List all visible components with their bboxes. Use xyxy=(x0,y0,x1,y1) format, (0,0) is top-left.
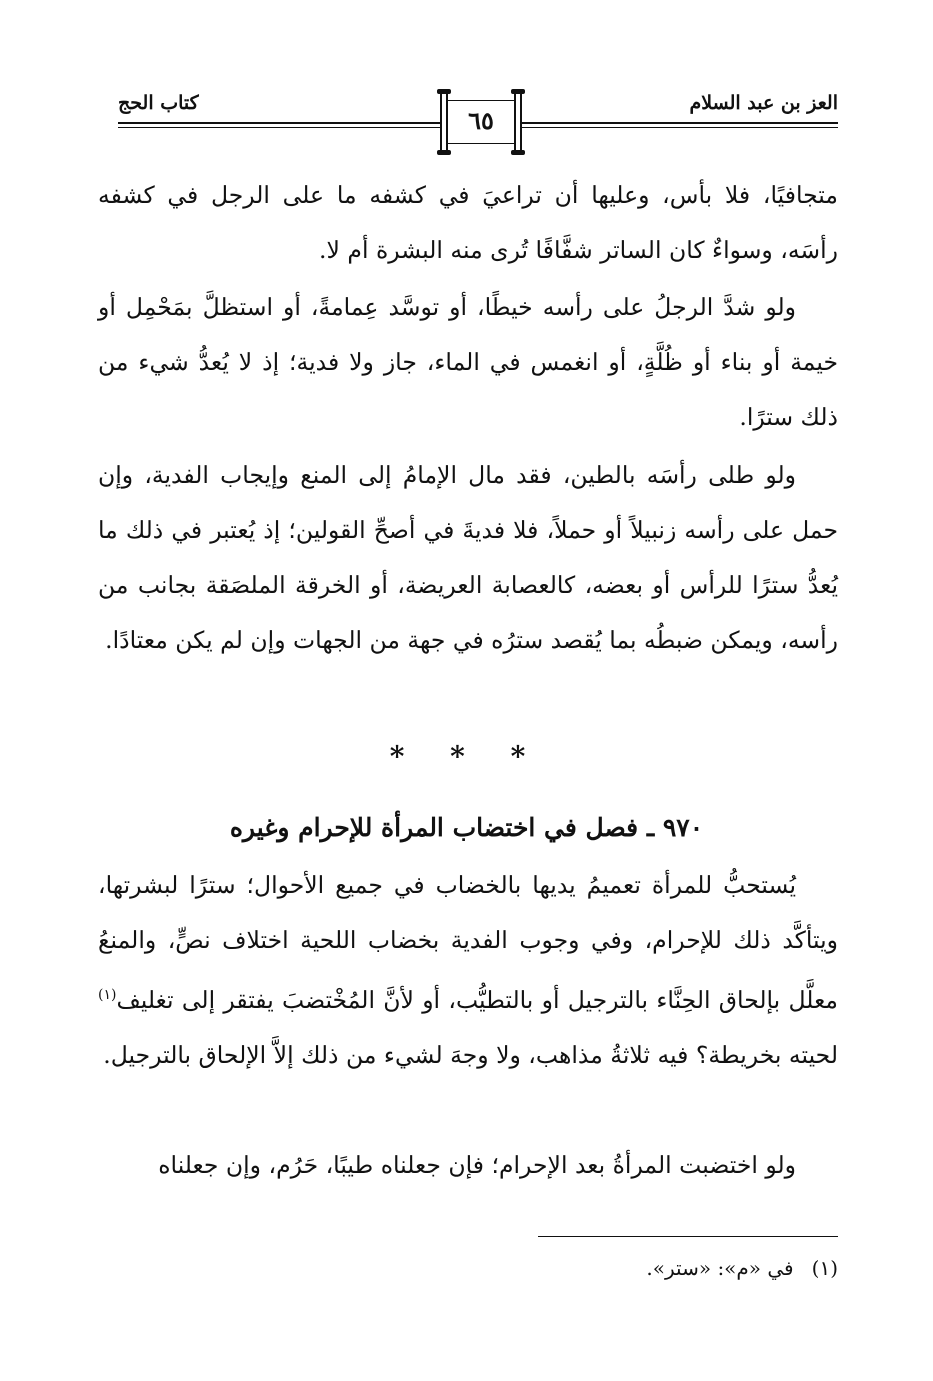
section-separator: * * * xyxy=(389,740,544,773)
frame-ornament xyxy=(437,150,451,155)
header-rule-left-thin xyxy=(118,127,440,128)
page-number-frame xyxy=(440,92,522,152)
paragraph-head-covering xyxy=(98,280,838,445)
paragraph-text-part: لحيته بخريطة؟ فيه ثلاثةُ مذاهب، ولا وجهَ لشيء من ذلك إلاَّ الإلحاق بالترجيل. xyxy=(103,1040,838,1069)
paragraph-continuation xyxy=(98,168,838,278)
footnote-text: في «م»: «ستر». xyxy=(646,1256,794,1280)
frame-ornament xyxy=(511,89,525,94)
header-rule-right-thin xyxy=(520,127,838,128)
header-rule-left xyxy=(118,122,440,124)
frame-pillar-left xyxy=(440,92,448,152)
frame-pillar-right xyxy=(514,92,522,152)
frame-ornament xyxy=(511,150,525,155)
paragraph-text: ولو اختضبت المرأةُ بعد الإحرام؛ فإن جعلناه طيبًا، حَرُم، وإن جعلناه xyxy=(158,1151,796,1179)
running-head-book-title: كتاب الحج xyxy=(118,92,199,114)
paragraph-henna xyxy=(98,858,838,1083)
frame-line xyxy=(448,143,514,144)
paragraph-text xyxy=(98,858,838,1083)
frame-line xyxy=(448,100,514,101)
footnote-reference: (١) xyxy=(98,987,117,1003)
paragraph-text-part: يُستحبُّ للمرأة تعميمُ يديها بالخضاب في جميع الأحوال؛ سترًا لبشرتها، ويتأكَّد ذلك للإحرام، وفي وجوب الفدية بخضاب اللحية اختلاف نصٍّ، والمنعُ معلَّل بإلحاق الحِنَّاء بالترجيل أو بالتطيُّب، أو لأنَّ المُخْتضبَ يفتقر إلى تغليف xyxy=(98,871,838,1014)
frame-ornament xyxy=(437,89,451,94)
running-head-author: العز بن عبد السلام xyxy=(689,92,838,114)
paragraph-clay xyxy=(98,448,838,668)
paragraph-text: ولو شدَّ الرجلُ على رأسه خيطًا، أو توسَّد عِمامةً، أو استظلَّ بمَحْمِل أو خيمة أو بناء أو ظُلَّةٍ، أو انغمس في الماء، جاز ولا فدية؛ إذ لا يُعدُّ شيء من ذلك سترًا. xyxy=(98,293,838,431)
section-heading: ٩٧٠ ـ فصل في اختضاب المرأة للإحرام وغيره xyxy=(229,813,704,842)
footnote xyxy=(646,1256,838,1280)
footnote-number: (١) xyxy=(811,1256,838,1280)
paragraph-after-ihram xyxy=(98,1138,838,1193)
header-rule-right xyxy=(520,122,838,124)
page-number: ٦٥ xyxy=(468,106,494,135)
paragraph-text: ولو طلى رأسَه بالطين، فقد مال الإمامُ إلى المنع وإيجاب الفدية، وإن حمل على رأسه زنبيلاً أو حملاً، فلا فديةَ في أصحِّ القولين؛ إذ يُعتبر في ذلك ما يُعدُّ سترًا للرأس أو بعضه، كالعصابة العريضة، أو الخرقة الملصَقة بجانب من رأسه، ويمكن ضبطُه بما يُقصد سترُه في جهة من الجهات وإن لم يكن معتادًا. xyxy=(98,461,838,654)
footnote-rule xyxy=(538,1236,838,1237)
paragraph-text: متجافيًا، فلا بأس، وعليها أن تراعيَ في كشفه ما على الرجل في كشفه رأسَه، وسواءٌ كان الساتر شفَّافًا تُرى منه البشرة أم لا. xyxy=(98,181,838,264)
